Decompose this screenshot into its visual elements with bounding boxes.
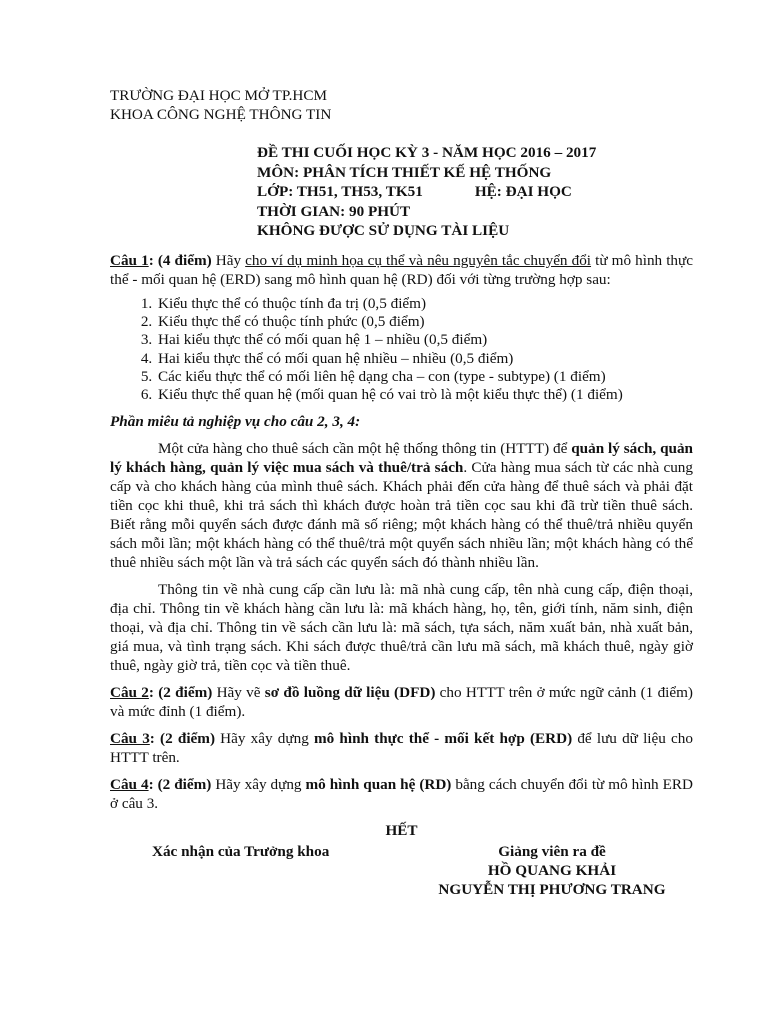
list-item: 5. Các kiểu thực thể có mối liên hệ dạng cha – con (type - subtype) (1 điểm): [156, 368, 693, 386]
list-item: 4. Hai kiểu thực thể có mối quan hệ nhiều – nhiều (0,5 điểm): [156, 350, 693, 368]
list-item: 1. Kiểu thực thể có thuộc tính đa trị (0,5 điểm): [156, 295, 693, 313]
question-2-pre: Hãy vẽ: [212, 684, 265, 702]
question-3-label: Câu 3: [110, 730, 150, 748]
question-1: [110, 251, 693, 289]
lecturer-name-2: NGUYỄN THỊ PHƯƠNG TRANG: [438, 881, 666, 899]
question-4-points: (2 điểm): [153, 776, 212, 794]
question-2-text: cho HTTT trên ở mức ngữ cảnh (1 điểm) và mức đỉnh (1 điểm).: [110, 684, 693, 721]
paragraph-1-end: . Cửa hàng mua sách từ các nhà cung cấp và cho khách hàng của mình thuê sách. Khách phải đến cửa hàng để thuê sách và phải đặt tiền cọc khi thuê, khi trả sách thì khách được hoàn trả tiền cọc sau khi đã trừ tiền thuê sách. Biết rằng mỗi quyển sách được đánh mã số riêng; một khách hàng có thể thuê/trả nhiều quyển sách mỗi lần; một khách hàng có thể thuê/trả một quyển sách nhiều lần; một khách hàng có thể thuê nhiều sách một lần và trả sách các quyển sách đó thành nhiều lần.: [110, 459, 693, 572]
faculty-name: KHOA CÔNG NGHỆ THÔNG TIN: [110, 106, 332, 123]
school-header: [110, 86, 331, 124]
lecturer-block: [422, 842, 682, 899]
question-1-points: (4 điểm): [153, 252, 212, 269]
question-4-emphasis: mô hình quan hệ (RD): [305, 776, 452, 794]
question-4-pre: Hãy xây dựng: [211, 776, 306, 794]
exam-title: ĐỀ THI CUỐI HỌC KỲ 3 - NĂM HỌC 2016 – 2017: [257, 144, 597, 161]
list-item: 6. Kiểu thực thể quan hệ (mối quan hệ có vai trò là một kiểu thực thể) (1 điểm): [156, 386, 693, 404]
question-3-emphasis: mô hình thực thể - mối kết hợp (ERD): [314, 730, 573, 748]
end-marker: HẾT: [385, 822, 418, 840]
question-3-pre: Hãy xây dựng: [215, 730, 314, 748]
question-3-colon: :: [149, 730, 155, 748]
paragraph-1-emphasis: quản lý sách, quản lý khách hàng, quản lý việc mua sách và thuê/trả sách: [110, 440, 693, 477]
university-name: TRƯỜNG ĐẠI HỌC MỞ TP.HCM: [110, 87, 327, 104]
question-2-points: (2 điểm): [153, 684, 213, 702]
exam-note: KHÔNG ĐƯỢC SỬ DỤNG TÀI LIỆU: [257, 222, 510, 239]
description-heading: Phần miêu tả nghiệp vụ cho câu 2, 3, 4:: [110, 413, 361, 431]
list-item: 3. Hai kiểu thực thể có mối quan hệ 1 – nhiều (0,5 điểm): [156, 331, 693, 349]
exam-classes: LỚP: TH51, TH53, TK51: [257, 183, 423, 200]
signature-block: [110, 840, 693, 920]
lecturer-name-1: HỒ QUANG KHẢI: [487, 862, 617, 880]
exam-body: [110, 251, 693, 920]
question-1-list: [110, 295, 693, 404]
paragraph-1-start: Một cửa hàng cho thuê sách cần một hệ thống thông tin (HTTT) để: [158, 440, 572, 458]
question-1-pre: Hãy: [211, 252, 246, 269]
exam-system: HỆ: ĐẠI HỌC: [474, 183, 572, 200]
question-1-emphasis: cho ví dụ minh họa cụ thể và nêu nguyên tắc chuyển đổi: [245, 252, 592, 269]
question-4: [110, 775, 693, 813]
question-2: [110, 683, 693, 721]
question-2-label: Câu 2: [110, 684, 149, 702]
exam-subject: MÔN: PHÂN TÍCH THIẾT KẾ HỆ THỐNG: [257, 163, 552, 181]
description-paragraph-2: Thông tin về nhà cung cấp cần lưu là: mã nhà cung cấp, tên nhà cung cấp, điện thoại, địa chỉ. Thông tin về khách hàng cần lưu là: mã khách hàng, họ, tên, giới tính, năm sinh, điện thoại, và địa chỉ. Thông tin về sách cần lưu là: mã sách, tựa sách, năm xuất bản, nhà xuất bản, giá mua, và tình trạng sách. Khi sách được thuê/trả cần lưu mã sách, mã khách thuê, ngày giờ thuê, ngày giờ trả, tiền cọc và tiền thuê.: [110, 581, 693, 675]
question-1-label: Câu 1: [110, 252, 149, 269]
question-4-colon: :: [148, 776, 154, 794]
description-paragraph-1: [110, 439, 693, 572]
list-item: 2. Kiểu thực thể có thuộc tính phức (0,5 điểm): [156, 313, 693, 331]
question-1-colon: :: [148, 252, 154, 269]
lecturer-title: Giảng viên ra đề: [498, 843, 606, 861]
question-3-text: để lưu dữ liệu cho HTTT trên.: [110, 730, 693, 767]
exam-time: THỜI GIAN: 90 PHÚT: [257, 202, 411, 220]
question-3-points: (2 điểm): [154, 730, 215, 748]
question-2-emphasis: sơ đồ luồng dữ liệu (DFD): [264, 684, 436, 702]
exam-header: [257, 143, 596, 241]
question-1-text: từ mô hình thực thể - mối quan hệ (ERD) sang mô hình quan hệ (RD) đối với từng trường hợp sau:: [110, 252, 693, 288]
dean-confirmation: Xác nhận của Trưởng khoa: [152, 843, 330, 861]
question-2-colon: :: [148, 684, 154, 702]
question-4-label: Câu 4: [110, 776, 149, 794]
exam-class-row: [257, 182, 596, 202]
question-3: [110, 729, 693, 767]
question-4-text: bằng cách chuyển đổi từ mô hình ERD ở câu 3.: [110, 776, 693, 813]
